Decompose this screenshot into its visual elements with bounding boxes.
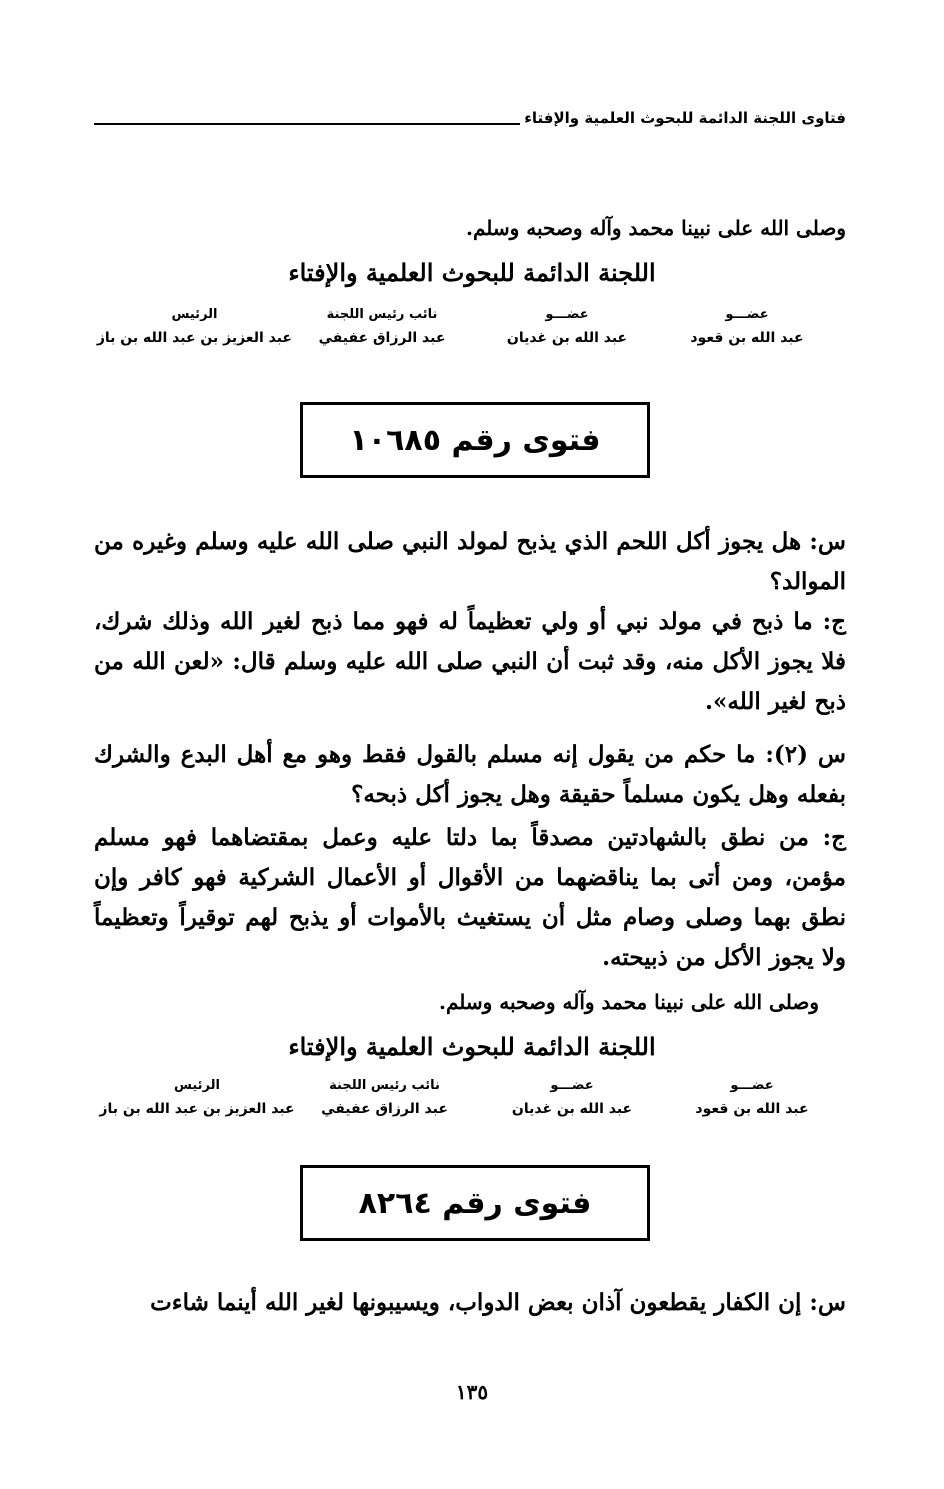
question-paragraph: س: هل يجوز أكل اللحم الذي يذبح لمولد النبي صلى الله عليه وسلم وغيره من الموالد؟ (94, 528, 846, 595)
committee-name: اللجنة الدائمة للبحوث العلمية والإفتاء (288, 1032, 656, 1061)
closing-prayer: وصلى الله على نبينا محمد وآله وصحبه وسلم. (439, 990, 819, 1014)
fatwa-title: فتوى رقم ٨٢٦٤ (358, 1185, 592, 1221)
signatory-role: نائب رئيس اللجنة (329, 1078, 440, 1093)
question-paragraph: س (٢): ما حكم من يقول إنه مسلم بالقول فقط وهو مع أهل البدع والشرك بفعله وهل يكون مسلماً حقيقة وهل يجوز أكل ذبحه؟ (94, 741, 847, 808)
signatory (682, 304, 812, 350)
signatory-name: عبد العزيز بن عبد الله بن باز (99, 1101, 295, 1117)
signatory-role: الرئيس (174, 1078, 220, 1093)
closing-prayer: وصلى الله على نبينا محمد وآله وصحبه وسلم. (466, 216, 846, 240)
signatory-role: عضـــو (545, 307, 589, 322)
page-number: ١٣٥ (455, 1380, 489, 1404)
signatory (682, 1075, 822, 1121)
signatory-role: عضـــو (725, 307, 769, 322)
signatures-row (100, 1075, 812, 1125)
signatory-role: نائب رئيس اللجنة (326, 307, 438, 322)
signatory (97, 1075, 297, 1121)
committee-name: اللجنة الدائمة للبحوث العلمية والإفتاء (288, 258, 656, 287)
running-header-title: فتاوى اللجنة الدائمة للبحوث العلمية والإفتاء (524, 109, 846, 127)
signatory-name: عبد الله بن قعود (690, 330, 804, 346)
signatory-name: عبد العزيز بن عبد الله بن باز (96, 330, 292, 346)
answer-paragraph: ج: من نطق بالشهادتين مصدقاً بما دلتا عليه وعمل بمقتضاهما فهو مسلم مؤمن، ومن أتى بما يناقضهما من الأقوال أو الأعمال الشركية فهو كافر وإن نطق بهما وصلى وصام مثل أن يستغيث بالأموات أو يذبح لهم توقيراً وتعظيماً ولا يجوز الأكل من ذبيحته. (94, 824, 846, 971)
fatwa-title: فتوى رقم ١٠٦٨٥ (349, 422, 601, 458)
signatory (97, 304, 292, 350)
signatory-role: عضـــو (730, 1078, 774, 1093)
question-paragraph: س: إن الكفار يقطعون آذان بعض الدواب، ويسيبونها لغير الله أينما شاءت (150, 1289, 846, 1316)
signatory-name: عبد الرزاق عفيفي (318, 330, 446, 346)
answer-paragraph: ج: ما ذبح في مولد نبي أو ولي تعظيماً له فهو مما ذبح لغير الله وذلك شرك، فلا يجوز الأكل منه، وقد ثبت أن النبي صلى الله عليه وسلم قال: «لعن الله من ذبح لغير الله». (94, 608, 846, 715)
fatwa-title-box (300, 1165, 650, 1241)
signatory-name: عبد الله بن غديان (511, 1101, 633, 1117)
signatures-row (96, 304, 812, 354)
signatory-name: عبد الرزاق عفيفي (321, 1101, 448, 1117)
signatory-name: عبد الله بن قعود (695, 1101, 809, 1117)
signatory (307, 1075, 462, 1121)
signatory-name: عبد الله بن غديان (506, 330, 628, 346)
signatory (502, 1075, 642, 1121)
signatory (497, 304, 637, 350)
running-header (94, 100, 846, 130)
signatory-role: الرئيس (171, 307, 218, 322)
fatwa-title-box (300, 402, 650, 478)
signatory-role: عضـــو (550, 1078, 594, 1093)
signatory (307, 304, 457, 350)
header-rule (94, 123, 520, 125)
